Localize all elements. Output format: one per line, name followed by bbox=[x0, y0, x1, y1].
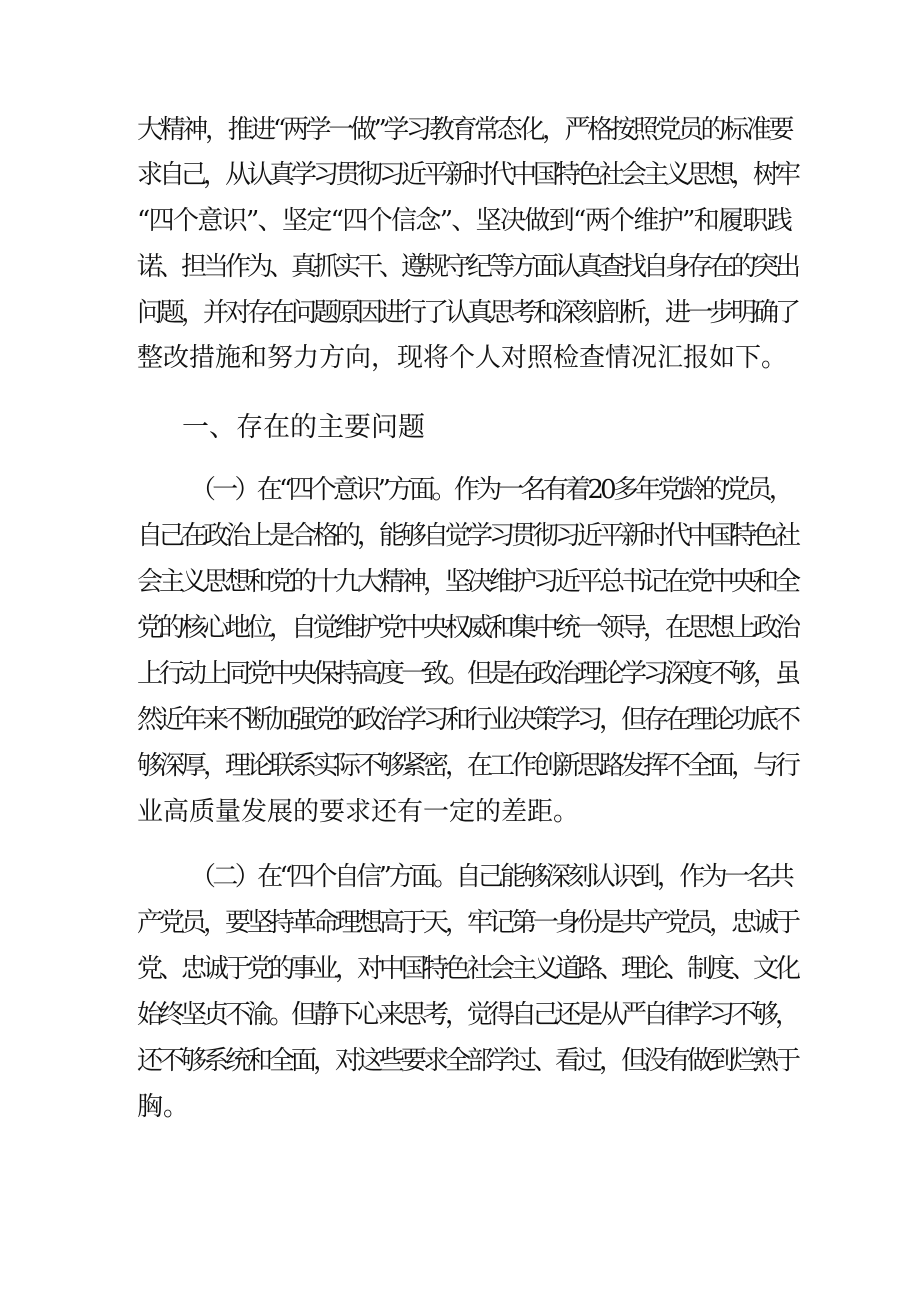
intro-line: “四个意识”、坚定“四个信念”、坚决做到“两个维护”和履职践 bbox=[137, 206, 791, 236]
paragraph-line: 党的核心地位，自觉维护党中央权威和集中统一领导，在思想上政治 bbox=[137, 613, 798, 643]
paragraph-line: 还不够系统和全面，对这些要求全部学过、看过，但没有做到烂熟于 bbox=[137, 1046, 798, 1076]
intro-line: 求自己，从认真学习贯彻习近平新时代中国特色社会主义思想，树牢 bbox=[137, 160, 798, 190]
paragraph-line: 自己在政治上是合格的，能够自觉学习贯彻习近平新时代中国特色社 bbox=[137, 521, 798, 551]
paragraph-line: 够深厚，理论联系实际不够紧密，在工作创新思路发挥不全面，与行 bbox=[137, 751, 798, 781]
paragraph-line: 始终坚贞不渝。但静下心来思考，觉得自己还是从严自律学习不够， bbox=[137, 1000, 798, 1030]
intro-line: 问题，并对存在问题原因进行了认真思考和深刻剖析，进一步明确了 bbox=[137, 298, 798, 328]
intro-line: 整改措施和努力方向，现将个人对照检查情况汇报如下。 bbox=[137, 343, 788, 373]
paragraph-line: 会主义思想和党的十九大精神，坚决维护习近平总书记在党中央和全 bbox=[137, 567, 798, 597]
paragraph-line: 产党员，要坚持革命理想高于天，牢记第一身份是共产党员，忠诚于 bbox=[137, 908, 798, 938]
paragraph-line: （二）在“四个自信”方面。自己能够深刻认识到，作为一名共 bbox=[190, 862, 791, 892]
paragraph-line: 胸。 bbox=[137, 1092, 190, 1122]
intro-line: 大精神，推进“两学一做”学习教育常态化，严格按照党员的标准要 bbox=[137, 115, 791, 145]
paragraph-line: （一）在“四个意识”方面。作为一名有着20多年党龄的党员， bbox=[190, 475, 791, 505]
section-heading: 一、存在的主要问题 bbox=[182, 412, 425, 443]
paragraph-line: 业高质量发展的要求还有一定的差距。 bbox=[137, 797, 580, 827]
paragraph-line: 然近年来不断加强党的政治学习和行业决策学习，但存在理论功底不 bbox=[137, 705, 798, 735]
paragraph-line: 上行动上同党中央保持高度一致。但是在政治理论学习深度不够，虽 bbox=[137, 659, 798, 689]
intro-line: 诺、担当作为、真抓实干、遵规守纪等方面认真查找自身存在的突出 bbox=[137, 252, 798, 282]
paragraph-line: 党、忠诚于党的事业，对中国特色社会主义道路、理论、制度、文化 bbox=[137, 954, 798, 984]
